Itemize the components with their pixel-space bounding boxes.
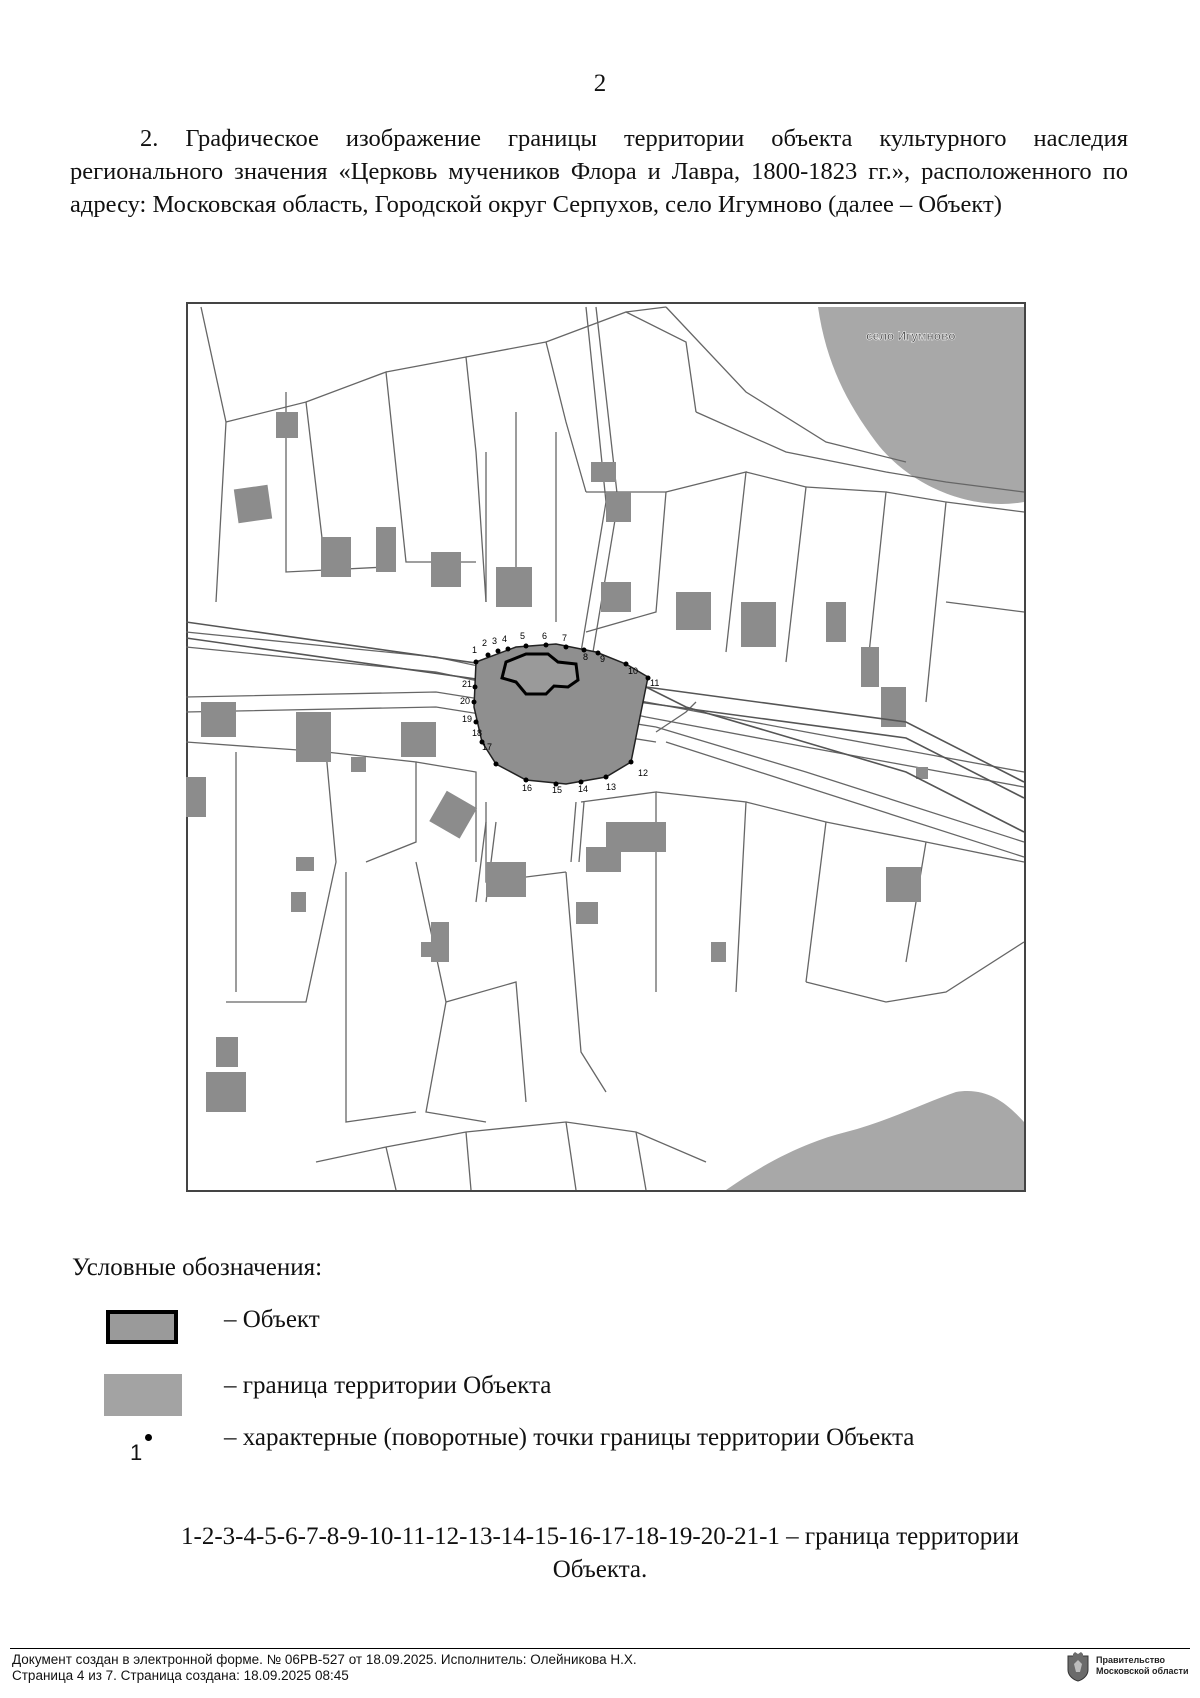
point-label: 8 [583,652,589,662]
footer [12,1652,637,1684]
object-swatch [106,1310,178,1344]
intro-text: 2. Графическое изображение границы территории объекта культурного наследия регионального значения «Церковь мучеников Флора и Лавра, 1800-1823 гг.», расположенного по адресу: Московская область, Городской округ Серпухов, село Игумново (далее – Объект) [70,125,1128,218]
point-label: 4 [502,634,508,644]
footer-line-2: Страница 4 из 7. Страница создана: 18.09.2025 08:45 [12,1668,349,1683]
point-label: 14 [578,784,589,794]
point-label: 12 [638,768,649,778]
org-name-line-1: Правительство [1096,1655,1166,1665]
turning-point-symbol [130,1428,170,1468]
point-label: 9 [600,654,606,664]
point-label: 18 [472,728,483,738]
point-label: 20 [460,696,471,706]
point-label: 13 [606,782,617,792]
legend-label-object: – Объект [224,1306,320,1333]
point-label: 19 [462,714,473,724]
map-canvas [186,302,1026,1192]
turning-point-dot [145,1434,152,1441]
settlement-label: село Игумново [866,329,956,343]
footer-divider [10,1648,1190,1649]
territory-map [186,302,1026,1192]
boundary-line-1: 1-2-3-4-5-6-7-8-9-10-11-12-13-14-15-16-17-18-19-20-21-1 – граница территории [181,1523,1019,1550]
org-name [1096,1655,1189,1677]
coat-of-arms-icon [1066,1652,1090,1682]
footer-line-1: Документ создан в электронной форме. № 06РВ-527 от 18.09.2025. Исполнитель: Олейникова Н.Х. [12,1652,637,1667]
point-label: 21 [462,679,473,689]
point-label: 5 [520,631,526,641]
point-label: 16 [522,783,533,793]
point-label: 3 [492,636,498,646]
point-label: 6 [542,631,548,641]
boundary-description [0,1520,1200,1586]
point-label: 2 [482,638,488,648]
org-name-line-2: Московской области [1096,1666,1189,1676]
legend-label-turning-point: – характерные (поворотные) точки границы территории Объекта [224,1424,915,1451]
point-label: 17 [482,742,493,752]
boundary-line-2: Объекта. [552,1556,648,1583]
turning-point-number: 1 [130,1440,143,1465]
point-label: 10 [628,666,639,676]
page-number: 2 [593,70,607,97]
legend-label-territory: – граница территории Объекта [224,1372,552,1399]
point-label: 1 [472,645,478,655]
intro-paragraph [70,122,1128,221]
legend-title: Условные обозначения: [72,1254,323,1281]
point-label: 11 [650,678,660,688]
territory-swatch [104,1374,182,1416]
point-label: 15 [552,785,563,795]
point-label: 7 [562,633,568,643]
